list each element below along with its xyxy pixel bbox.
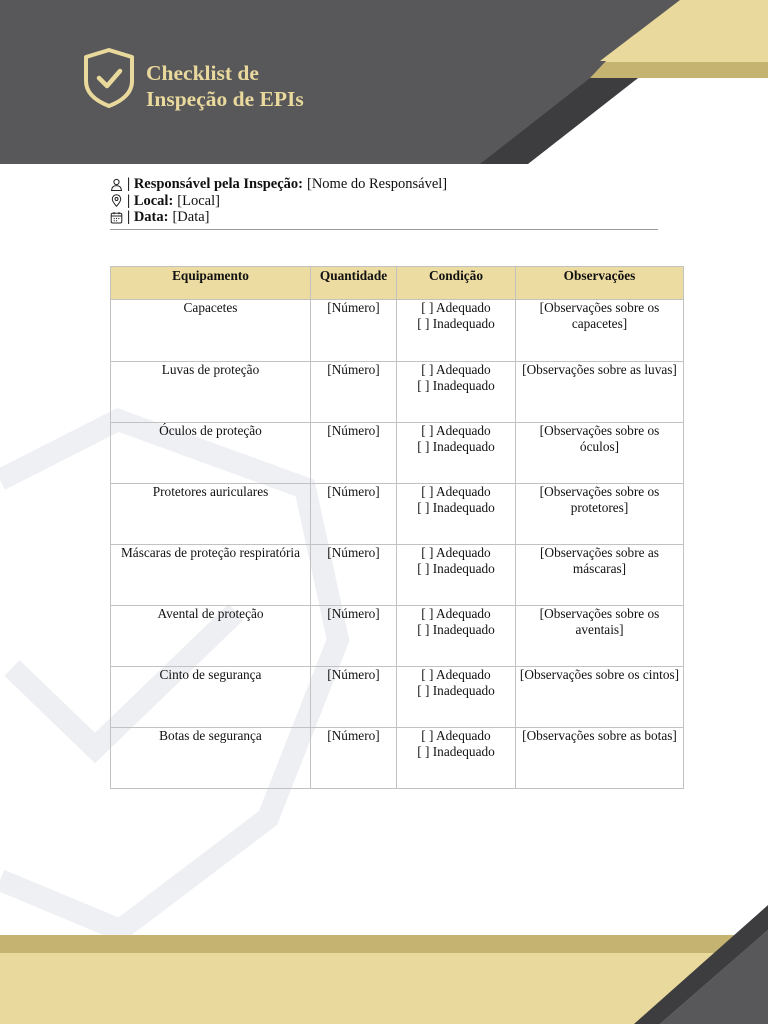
table-row [111, 728, 684, 789]
col-header-condicao: Condição [397, 267, 516, 300]
footer-gold-stripe [0, 935, 768, 953]
cell-observacoes[interactable]: [Observações sobre os cintos] [516, 667, 684, 728]
checkbox-adequado[interactable]: [ ] Adequado [421, 423, 491, 438]
person-icon [110, 178, 123, 191]
table-row [111, 667, 684, 728]
table-row [111, 606, 684, 667]
cell-condicao [397, 423, 516, 484]
info-local [110, 193, 658, 210]
checkbox-inadequado[interactable]: [ ] Inadequado [417, 560, 495, 576]
cell-equipamento: Avental de proteção [111, 606, 311, 667]
cell-condicao [397, 362, 516, 423]
local-value[interactable]: [Local] [177, 192, 220, 209]
cell-equipamento: Protetores auriculares [111, 484, 311, 545]
cell-equipamento: Máscaras de proteção respiratória [111, 545, 311, 606]
title-line-1: Checklist de [146, 61, 259, 85]
table-header-row [111, 267, 684, 300]
checkbox-inadequado[interactable]: [ ] Inadequado [417, 621, 495, 637]
table-row [111, 484, 684, 545]
document-title [146, 60, 304, 112]
inspection-info [110, 176, 658, 226]
data-value[interactable]: [Data] [172, 209, 210, 225]
cell-quantidade[interactable]: [Número] [311, 545, 397, 606]
cell-observacoes[interactable]: [Observações sobre as luvas] [516, 362, 684, 423]
checkbox-adequado[interactable]: [ ] Adequado [421, 362, 491, 377]
cell-quantidade[interactable]: [Número] [311, 728, 397, 789]
col-header-quantidade: Quantidade [311, 267, 397, 300]
checkbox-adequado[interactable]: [ ] Adequado [421, 667, 491, 682]
cell-observacoes[interactable]: [Observações sobre as botas] [516, 728, 684, 789]
checkbox-adequado[interactable]: [ ] Adequado [421, 728, 491, 743]
checkbox-inadequado[interactable]: [ ] Inadequado [417, 377, 495, 393]
cell-observacoes[interactable]: [Observações sobre os óculos] [516, 423, 684, 484]
cell-equipamento: Luvas de proteção [111, 362, 311, 423]
checkbox-adequado[interactable]: [ ] Adequado [421, 545, 491, 560]
calendar-icon [110, 211, 123, 224]
checkbox-inadequado[interactable]: [ ] Inadequado [417, 499, 495, 515]
cell-equipamento: Capacetes [111, 300, 311, 362]
shield-check-icon [82, 47, 136, 109]
responsavel-value[interactable]: [Nome do Responsável] [307, 176, 448, 192]
epi-checklist-table [110, 266, 684, 789]
cell-quantidade[interactable]: [Número] [311, 423, 397, 484]
checkbox-inadequado[interactable]: [ ] Inadequado [417, 438, 495, 454]
cell-quantidade[interactable]: [Número] [311, 606, 397, 667]
cell-condicao [397, 606, 516, 667]
data-label: | Data: [127, 209, 169, 225]
col-header-observacoes: Observações [516, 267, 684, 300]
cell-quantidade[interactable]: [Número] [311, 484, 397, 545]
location-pin-icon [110, 194, 123, 207]
table-row [111, 545, 684, 606]
local-label: | Local: [127, 192, 174, 209]
checkbox-adequado[interactable]: [ ] Adequado [421, 300, 491, 315]
cell-condicao [397, 667, 516, 728]
checkbox-adequado[interactable]: [ ] Adequado [421, 606, 491, 621]
cell-condicao [397, 545, 516, 606]
checkbox-inadequado[interactable]: [ ] Inadequado [417, 682, 495, 698]
cell-observacoes[interactable]: [Observações sobre os capacetes] [516, 300, 684, 362]
col-header-equipamento: Equipamento [111, 267, 311, 300]
checkbox-inadequado[interactable]: [ ] Inadequado [417, 315, 495, 331]
cell-observacoes[interactable]: [Observações sobre os protetores] [516, 484, 684, 545]
cell-condicao [397, 300, 516, 362]
cell-equipamento: Botas de segurança [111, 728, 311, 789]
cell-equipamento: Cinto de segurança [111, 667, 311, 728]
cell-condicao [397, 728, 516, 789]
cell-observacoes[interactable]: [Observações sobre os aventais] [516, 606, 684, 667]
table-row [111, 300, 684, 362]
table-row [111, 362, 684, 423]
checkbox-adequado[interactable]: [ ] Adequado [421, 484, 491, 499]
cell-observacoes[interactable]: [Observações sobre as máscaras] [516, 545, 684, 606]
checkbox-inadequado[interactable]: [ ] Inadequado [417, 743, 495, 759]
info-data [110, 209, 658, 226]
cell-condicao [397, 484, 516, 545]
title-line-2: Inspeção de EPIs [146, 87, 304, 111]
cell-quantidade[interactable]: [Número] [311, 362, 397, 423]
cell-quantidade[interactable]: [Número] [311, 300, 397, 362]
info-responsavel [110, 176, 658, 193]
table-body [111, 300, 684, 789]
header-gold-stripe [590, 62, 768, 78]
info-divider [110, 229, 658, 230]
table-row [111, 423, 684, 484]
cell-quantidade[interactable]: [Número] [311, 667, 397, 728]
responsavel-label: | Responsável pela Inspeção: [127, 176, 303, 192]
cell-equipamento: Óculos de proteção [111, 423, 311, 484]
